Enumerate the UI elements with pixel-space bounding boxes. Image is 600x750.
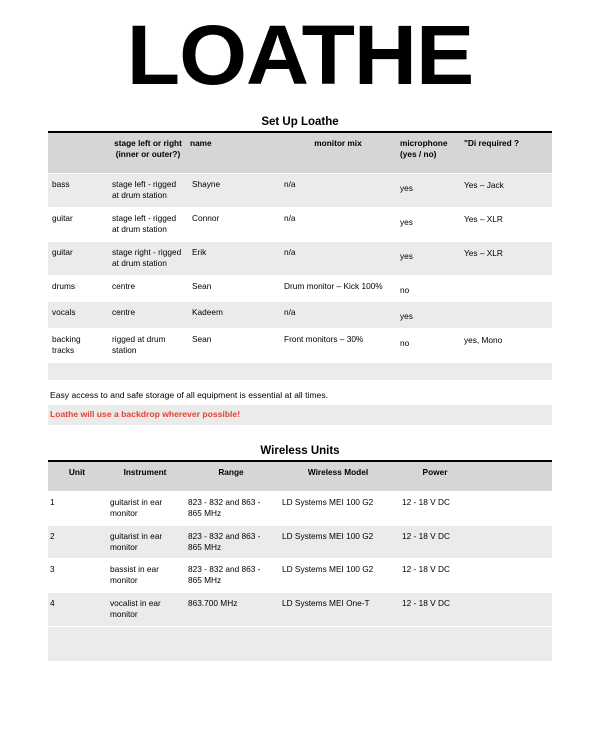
setup-col-monitor-mix: monitor mix xyxy=(280,132,396,173)
wireless-col-power: Power xyxy=(398,461,472,491)
wireless-table-head xyxy=(48,461,552,491)
setup-header-row xyxy=(48,132,552,173)
cell-instrument: bassist in ear monitor xyxy=(106,559,184,593)
setup-table-body xyxy=(48,173,552,379)
cell-range: 823 - 832 and 863 - 865 MHz xyxy=(184,491,278,525)
cell-name: Shayne xyxy=(188,173,280,207)
table-row xyxy=(48,302,552,329)
filler-cell xyxy=(48,627,552,661)
wireless-col-range: Range xyxy=(184,461,278,491)
table-row xyxy=(48,241,552,275)
note-equipment: Easy access to and safe storage of all equipment is essential at all times. xyxy=(48,386,552,406)
wireless-table-body xyxy=(48,491,552,661)
table-row xyxy=(48,525,552,559)
cell-microphone: yes xyxy=(396,241,460,275)
table-filler-row xyxy=(48,363,552,380)
cell-power: 12 - 18 V DC xyxy=(398,559,472,593)
cell-di-required: Yes – XLR xyxy=(460,241,552,275)
cell-instrument: guitarist in ear monitor xyxy=(106,525,184,559)
setup-col-stage-position: stage left or right (inner or outer?) xyxy=(108,132,188,173)
cell-model: LD Systems MEI 100 G2 xyxy=(278,491,398,525)
cell-microphone: no xyxy=(396,275,460,302)
wireless-col-empty xyxy=(472,461,552,491)
table-row xyxy=(48,593,552,627)
cell-stage-position: stage left - rigged at drum station xyxy=(108,173,188,207)
cell-empty xyxy=(472,559,552,593)
cell-monitor-mix: n/a xyxy=(280,207,396,241)
cell-stage-position: stage left - rigged at drum station xyxy=(108,207,188,241)
cell-unit: 3 xyxy=(48,559,106,593)
table-row xyxy=(48,275,552,302)
spacer xyxy=(0,425,600,445)
setup-col-microphone: microphone (yes / no) xyxy=(396,132,460,173)
cell-model: LD Systems MEI 100 G2 xyxy=(278,525,398,559)
cell-microphone: yes xyxy=(396,173,460,207)
cell-name: Erik xyxy=(188,241,280,275)
wireless-col-model: Wireless Model xyxy=(278,461,398,491)
cell-monitor-mix: n/a xyxy=(280,302,396,329)
note-backdrop: Loathe will use a backdrop wherever possible! xyxy=(48,405,552,425)
cell-power: 12 - 18 V DC xyxy=(398,593,472,627)
cell-instrument: drums xyxy=(48,275,108,302)
cell-instrument: bass xyxy=(48,173,108,207)
cell-instrument: guitar xyxy=(48,241,108,275)
cell-unit: 1 xyxy=(48,491,106,525)
table-row xyxy=(48,329,552,363)
cell-microphone: no xyxy=(396,329,460,363)
cell-range: 823 - 832 and 863 - 865 MHz xyxy=(184,559,278,593)
setup-col-di-required: "Di required ? xyxy=(460,132,552,173)
cell-instrument: guitarist in ear monitor xyxy=(106,491,184,525)
cell-monitor-mix: n/a xyxy=(280,241,396,275)
table-row xyxy=(48,491,552,525)
cell-model: LD Systems MEI One-T xyxy=(278,593,398,627)
wireless-section-title: Wireless Units xyxy=(260,444,340,457)
cell-power: 12 - 18 V DC xyxy=(398,491,472,525)
cell-name: Kadeem xyxy=(188,302,280,329)
band-logo-container xyxy=(0,0,600,102)
cell-di-required xyxy=(460,275,552,302)
table-row xyxy=(48,559,552,593)
cell-monitor-mix: n/a xyxy=(280,173,396,207)
cell-monitor-mix: Front monitors – 30% xyxy=(280,329,396,363)
band-logo-text: LOATHE xyxy=(126,8,474,102)
cell-stage-position: rigged at drum station xyxy=(108,329,188,363)
cell-empty xyxy=(472,525,552,559)
cell-empty xyxy=(472,593,552,627)
cell-power: 12 - 18 V DC xyxy=(398,525,472,559)
cell-model: LD Systems MEI 100 G2 xyxy=(278,559,398,593)
cell-di-required: Yes – XLR xyxy=(460,207,552,241)
cell-instrument: vocals xyxy=(48,302,108,329)
setup-section-title: Set Up Loathe xyxy=(261,116,339,129)
setup-table xyxy=(48,131,552,379)
cell-di-required: yes, Mono xyxy=(460,329,552,363)
cell-instrument: vocalist in ear monitor xyxy=(106,593,184,627)
cell-range: 823 - 832 and 863 - 865 MHz xyxy=(184,525,278,559)
cell-stage-position: stage right - rigged at drum station xyxy=(108,241,188,275)
cell-range: 863.700 MHz xyxy=(184,593,278,627)
cell-monitor-mix: Drum monitor – Kick 100% xyxy=(280,275,396,302)
cell-instrument: guitar xyxy=(48,207,108,241)
cell-instrument: backing tracks xyxy=(48,329,108,363)
wireless-header-row xyxy=(48,461,552,491)
table-row xyxy=(48,173,552,207)
cell-stage-position: centre xyxy=(108,302,188,329)
cell-unit: 2 xyxy=(48,525,106,559)
cell-name: Sean xyxy=(188,329,280,363)
wireless-col-instrument: Instrument xyxy=(106,461,184,491)
cell-empty xyxy=(472,491,552,525)
cell-name: Connor xyxy=(188,207,280,241)
cell-stage-position: centre xyxy=(108,275,188,302)
wireless-table xyxy=(48,460,552,661)
notes-section xyxy=(0,386,600,425)
filler-cell xyxy=(48,363,552,380)
cell-di-required: Yes – Jack xyxy=(460,173,552,207)
table-row xyxy=(48,207,552,241)
cell-microphone: yes xyxy=(396,207,460,241)
setup-col-instrument xyxy=(48,132,108,173)
setup-section xyxy=(0,116,600,379)
setup-table-head xyxy=(48,132,552,173)
table-filler-row xyxy=(48,627,552,661)
cell-microphone: yes xyxy=(396,302,460,329)
cell-di-required xyxy=(460,302,552,329)
setup-col-name: name xyxy=(188,132,280,173)
wireless-col-unit: Unit xyxy=(48,461,106,491)
wireless-section xyxy=(0,445,600,661)
cell-unit: 4 xyxy=(48,593,106,627)
cell-name: Sean xyxy=(188,275,280,302)
